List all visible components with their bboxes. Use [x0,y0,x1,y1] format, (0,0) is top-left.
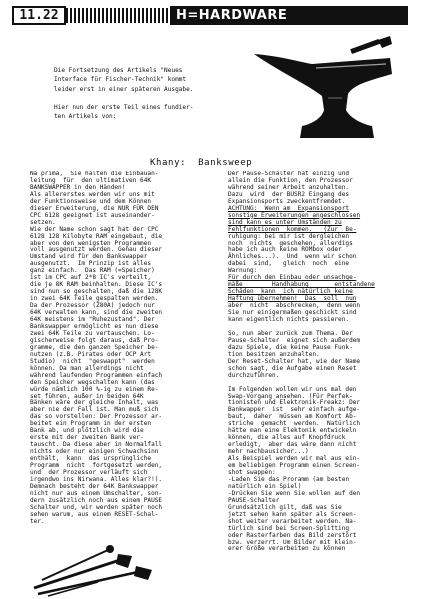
article-line: allein die Funktion, den Prozessor [228,176,353,184]
article-line: der Funktionsweise und dem Können [30,197,152,205]
article-line: den Speicher wegschalten kann (das [30,378,155,386]
article-line: Da der Prozessor (Z80A) jedoch nur [30,302,155,310]
article-line: beitet ein Programm in der ersten [30,420,152,428]
article-line: erledigt, aber das wäre dann nicht [228,441,357,449]
article-line: Warnung: [228,267,258,275]
article-line: hätte man eine Elektonik entwickeln [228,427,357,435]
article-line: striche gemacht werden. Natürlich [228,420,361,428]
article-line: nicht nur aus einem Umschalter, son- [30,489,163,497]
article-line: jetzt sehen kann später als Screen- [228,510,357,518]
article-line: Schalter und, wir werden später noch [30,503,163,511]
article-line: erer Größe verarbeiten zu können [228,545,346,553]
article-line: zwei 64K Teile zu vertauschen. Lo- [30,329,155,337]
article-line: tion besitzen anzuhalten. [228,350,320,358]
article-line: die je 8K RAM beinhalten. Diese IC's [30,281,163,289]
article-line: dazu Spiele, die keine Pause Funk- [228,343,353,351]
article-line: habe ich auch keine ROMbox oder [228,246,342,254]
article-left-column [30,171,208,561]
article-line: 64K verwalten kann, sind die zweiten [30,309,163,317]
article-line: Der Pause-Schalter hat einzig und [228,171,350,177]
article-line: nichts oder nur einigen Schwachsinn [30,448,159,456]
article-line: irgendwo ins Nirwana. Alles klar?!). [30,475,163,483]
article-line: ganz einfach. Das RAM (=Speicher) [30,267,155,275]
article-line: sonstige Erweiterungen angeschlossen [228,211,361,219]
article-line: 6128 128 Kilobyte RAM eingebaut, die [30,232,163,240]
article-line: und der Prozessor verläuft sich [30,468,148,476]
article-line: können. Da man allerdings nicht [30,364,144,372]
article-line: Sie nur einigermaßen geschickt sind [228,309,357,317]
article-line: Umstand wird für den Bankswapper [30,253,148,261]
article-line: sehen warum, aus einem RESET-Schal- [30,510,159,518]
article-line: natürlich ein Spiel) [228,482,302,490]
article-line: tionisten und Elektronik-Freakz: Der [228,399,361,407]
article-line: Programm nicht fortgesetzt werden, [30,462,163,470]
article-line: Studio) nicht "geswappt" werden [30,357,155,365]
article-line: Als Beispiel werden wir mal aus ein- [228,455,361,463]
article-line: das so vorstellen: Der Prozessor ar- [30,413,163,421]
article-line: erste mit der zweiten Bank ver- [30,434,144,442]
article-line: aber nie der Fall ist. Man muß sich [30,406,159,414]
article-line: Bankwapper ist sehr einfach aufge- [228,406,361,414]
section-title: H=HARDWARE [170,6,408,25]
article-line: ruhigung: bei mir ist dergleichen [228,232,350,240]
article-line: gischerweise folgt daraus, daß Pro- [30,336,159,344]
article-line: -Laden Sie das Proramm (am besten [228,475,350,483]
article-title: Khany: Banksweep [150,158,253,168]
page-number: 11.22 [12,6,66,25]
article-line: können, die alles auf Knopfdruck [228,434,346,442]
article-line: Im Folgenden wollen wir uns mal den [228,385,357,393]
article-line: CPC 6128 geeignet ist auseinander- [30,211,155,219]
article-line: gramme, die den ganzen Speicher be- [30,343,159,351]
article-line: Dazu wird der BUSR2 Eingang des [228,190,350,198]
article-line: PAUSE-Schalter [228,496,280,504]
article-line: ausgenutzt. Im Prinzip ist alles [30,260,152,268]
article-line: Bank ab, und plötzlich wird die [30,427,144,435]
article-line: Swap-Vorgang ansehen. (Für Perfek- [228,392,353,400]
article-line: Expansionsports zweckentfremdet. [228,197,346,205]
article-line: oder Rasterfarben das Bild zerstört [228,531,357,539]
article-line: setzen. [30,218,56,226]
article-line: ACHTUNG: Wenn am Expansionsport [228,204,350,212]
article-line: Schäden kann ich nätürlich keine [228,288,353,296]
intro-text [54,66,254,130]
article-line: set führen, außer in beiden 64K [30,392,144,400]
article-line: Bänken wäre der gleiche Inhalt, was [30,399,159,407]
article-line: Demnach besteht der 64K Bankswapper [30,482,159,490]
article-line: enthält, kann das ursprüngliche [30,455,152,463]
article-line: Der Reset-Schalter hat, wie der Name [228,357,361,365]
article-line: kann eigentlich nichts passieren. [228,316,350,324]
article-line: Als allererstes werden wir uns mit [30,190,155,198]
article-line: em beliebigen Programm einen Screen- [228,462,361,470]
article-line: 64K meistens im "Ruhezustand". Der [30,316,155,324]
article-line: ist im CPC auf 2*8 IC's verteilt, [30,274,152,282]
article-line: baut, daher müssen am Komfort Ab- [228,413,357,421]
article-line: Pause-Schalter eignet sich außerdem [228,336,361,344]
article-line: Wie der Name schon sagt hat der CPC [30,225,159,233]
article-line: türlich sind bei Screen-Splitting [228,524,350,532]
article-line: So, nun aber zurück zum Thema. Der [228,329,353,337]
header-hatching [66,8,170,23]
article-line: dern zusätzlich noch aus einem PAUSE [30,496,163,504]
article-line: BANKSWAPPER in den Händen! [30,183,126,191]
article-line: durchzuführen. [228,371,280,379]
intro-paragraph-2: Hier nun der erste Teil eines fundier- ten Artikels von: [54,103,194,121]
article-line: Ähnliches...). Und wenn wir schon [228,253,357,261]
article-line: sind nun so geschalten, daß die 128K [30,288,163,296]
article-line: mäße Handhabung entstandene [228,281,375,289]
article-line: ter. [30,517,45,525]
article-line: noch nichts geschehen, allerdigs [228,239,353,247]
article-right-column [228,171,406,589]
article-line: voll ausgenutzt werden. Genau dieser [30,246,163,254]
article-line: Fehlfunktionen kommen. (Zur Be- [228,225,357,233]
article-line: bzw. verzerrt. Um Bilder mit klein- [228,538,357,546]
article-line: Für durch den Einbau oder unsachge- [228,274,357,282]
article-line: würde nämlich 100 %-ig zu einem Re- [30,385,159,393]
article-line: nutzen (z.B. Pirates oder OCP Art [30,350,152,358]
article-line: aber nicht abschrecken, denn wenn [228,302,361,310]
article-line: shot swappen: [228,468,276,476]
anvil-illustration [250,34,400,144]
article-line: mehr nachbausicher...) [228,448,309,456]
page-header [12,6,408,25]
intro-paragraph-1: Die Fortsetzung des Artikels "Neues Interface für Fischer-Technik" kommt leider erst in einer späteren Ausgabe. [54,67,194,93]
article-line: shot weiter verarbeitet werden. Na- [228,517,357,525]
article-line: tauscht. Da diese aber in Normalfall [30,441,163,449]
article-line: leitung für den ultimativen 64K [30,176,152,184]
article-line: Haftung übernehmen! Das soll nun [228,295,357,303]
article-line: während laufenden Programmen einfach [30,371,163,379]
article-line: Bankswapper ermöglicht es nun diese [30,322,159,330]
article-line: schon sagt, die Aufgabe einen Reset [228,364,357,372]
article-line: dabei sind, gleich noch eine [228,260,350,268]
article-line: Na prima, Sie halten die Einbauan- [30,171,159,177]
tools-illustration [28,542,158,597]
article-line: während seiner Arbeit anzuhalten. [228,183,350,191]
article-line: in zwei 64K Teile gespalten werden. [30,295,159,303]
article-line: sind kann es unter Umständen zu [228,218,342,226]
article-line: Grundsätzlich gilt, daß was Sie [228,503,342,511]
article-line: -Drücken Sie wenn Sie wollen auf den [228,489,361,497]
article-line: dieser Erweiterung, die NUR FÜR DEN [30,204,159,212]
article-line: aber von den wenigsten Programmen [30,239,152,247]
